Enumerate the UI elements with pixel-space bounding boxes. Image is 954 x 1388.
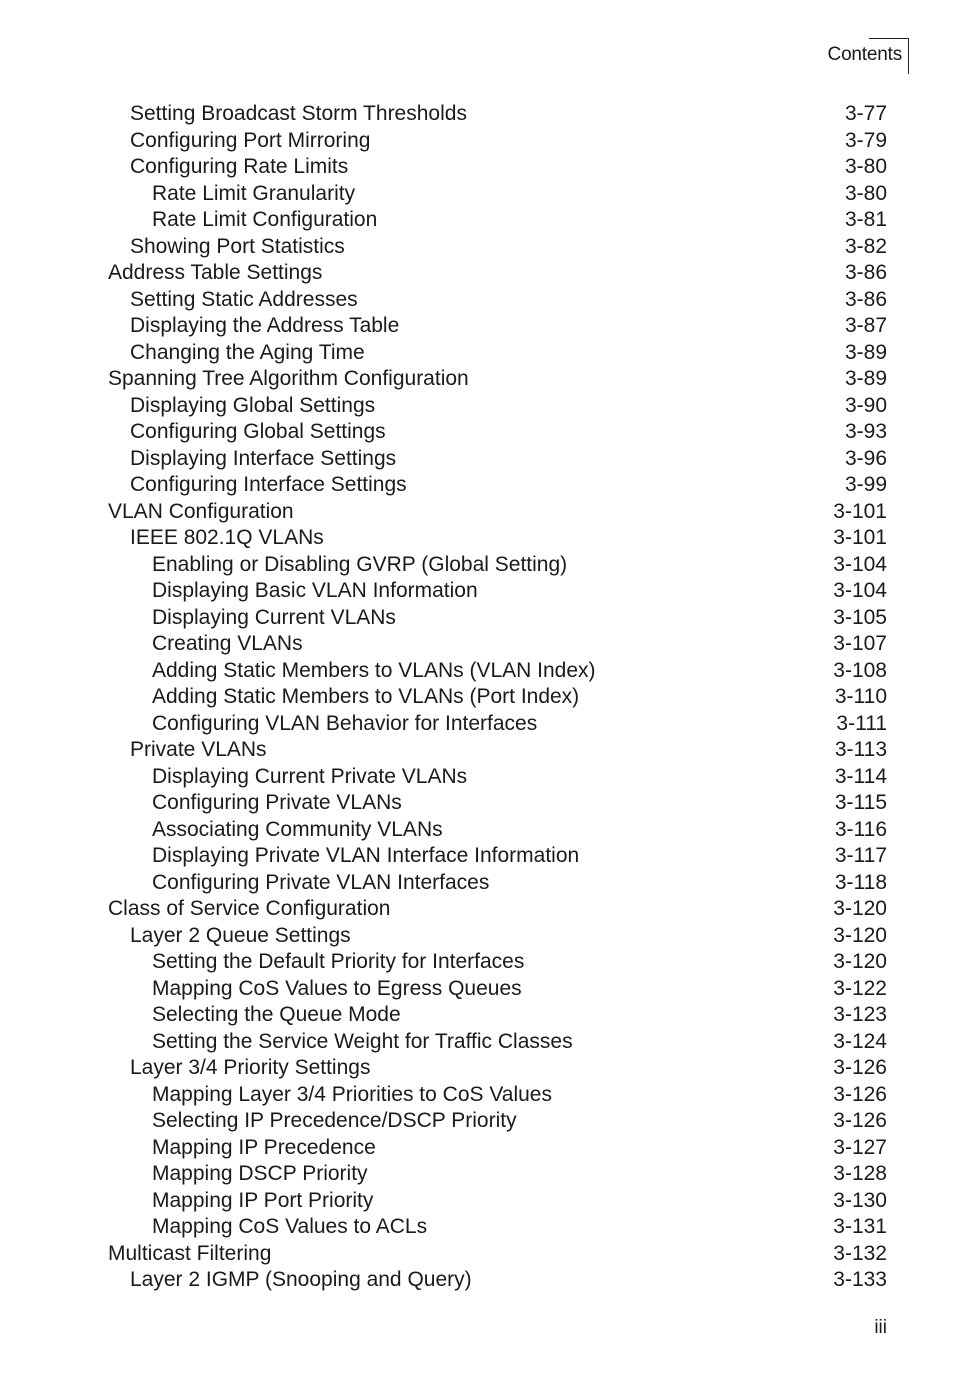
toc-entry-title: Displaying Private VLAN Interface Information	[152, 844, 580, 867]
toc-entry-page: 3-80	[844, 181, 887, 205]
toc-entry[interactable]	[108, 605, 887, 632]
toc-entry-page: 3-86	[844, 287, 887, 311]
toc-entry[interactable]	[108, 870, 887, 897]
toc-entry-page: 3-107	[833, 632, 887, 655]
toc-entry-page: 3-114	[834, 764, 887, 788]
toc-entry[interactable]	[108, 313, 887, 340]
toc-entry-title: Selecting the Queue Mode	[152, 1003, 401, 1026]
toc-entry[interactable]	[108, 1055, 887, 1082]
toc-entry-page: 3-105	[833, 605, 887, 629]
toc-entry-page: 3-80	[844, 155, 887, 178]
toc-entry-page: 3-118	[834, 870, 887, 894]
toc-entry-title: Layer 3/4 Priority Settings	[130, 1056, 371, 1079]
toc-entry-page: 3-126	[833, 1056, 887, 1079]
toc-entry[interactable]	[108, 393, 887, 420]
toc-entry-page: 3-126	[833, 1082, 887, 1106]
toc-entry-title: Displaying Basic VLAN Information	[152, 579, 478, 602]
toc-entry[interactable]	[108, 631, 887, 658]
toc-entry-page: 3-93	[844, 420, 887, 443]
toc-entry-page: 3-104	[833, 552, 887, 576]
toc-entry-page: 3-110	[834, 685, 887, 708]
toc-entry[interactable]	[108, 552, 887, 579]
toc-entry-page: 3-90	[844, 393, 887, 417]
toc-entry-title: Setting the Service Weight for Traffic Classes	[152, 1029, 573, 1053]
toc-entry-page: 3-113	[834, 738, 887, 761]
toc-entry-page: 3-116	[834, 817, 887, 841]
toc-entry-page: 3-99	[844, 473, 887, 496]
toc-entry-title: Displaying Current VLANs	[152, 605, 396, 629]
toc-entry[interactable]	[108, 711, 887, 738]
toc-entry-title: Configuring Private VLAN Interfaces	[152, 870, 490, 894]
toc-entry[interactable]	[108, 419, 887, 446]
toc-entry[interactable]	[108, 737, 887, 764]
toc-entry[interactable]	[108, 1214, 887, 1241]
toc-entry-title: Displaying Global Settings	[130, 393, 376, 417]
toc-entry-title: Mapping CoS Values to Egress Queues	[152, 976, 522, 1000]
toc-entry-page: 3-96	[844, 446, 887, 470]
toc-entry-title: Mapping DSCP Priority	[152, 1162, 368, 1185]
toc-entry[interactable]	[108, 260, 887, 287]
toc-entry-title: Address Table Settings	[108, 261, 323, 284]
toc-entry-title: VLAN Configuration	[108, 499, 294, 523]
toc-entry-title: Configuring VLAN Behavior for Interfaces	[152, 711, 538, 735]
toc-entry-page: 3-89	[844, 367, 887, 390]
toc-entry[interactable]	[108, 923, 887, 950]
toc-entry[interactable]	[108, 366, 887, 393]
toc-entry-page: 3-127	[833, 1135, 887, 1159]
toc-entry-title: Creating VLANs	[152, 632, 303, 655]
running-header	[828, 38, 909, 74]
toc-entry[interactable]	[108, 340, 887, 367]
toc-entry-page: 3-111	[836, 711, 887, 735]
toc-entry-page: 3-133	[833, 1268, 887, 1291]
toc-entry-title: Class of Service Configuration	[108, 897, 391, 920]
toc-entry-title: Rate Limit Configuration	[152, 208, 378, 231]
toc-entry-page: 3-131	[833, 1215, 887, 1238]
toc-entry-title: Showing Port Statistics	[130, 234, 345, 258]
toc-entry-page: 3-86	[844, 261, 887, 284]
toc-entry-title: Adding Static Members to VLANs (VLAN Index)	[152, 658, 596, 682]
toc-entry-page: 3-101	[833, 526, 887, 549]
toc-entry-title: Mapping CoS Values to ACLs	[152, 1215, 428, 1238]
toc-entry[interactable]	[108, 843, 887, 870]
toc-entry-title: Configuring Interface Settings	[130, 473, 407, 496]
toc-entry-title: Configuring Global Settings	[130, 420, 386, 443]
toc-entry-page: 3-123	[833, 1003, 887, 1026]
toc-entry-title: Configuring Rate Limits	[130, 155, 349, 178]
toc-entry-page: 3-77	[844, 102, 887, 125]
toc-entry[interactable]	[108, 764, 887, 791]
toc-entry-title: Setting Static Addresses	[130, 287, 358, 311]
toc-entry-page: 3-122	[833, 976, 887, 1000]
toc-entry-title: Mapping IP Port Priority	[152, 1188, 374, 1212]
toc-entry-title: Configuring Port Mirroring	[130, 128, 371, 152]
toc-entry-page: 3-120	[833, 923, 887, 947]
toc-entry[interactable]	[108, 1267, 887, 1294]
toc-entry[interactable]	[108, 817, 887, 844]
toc-entry[interactable]	[108, 472, 887, 499]
toc-entry-title: Multicast Filtering	[108, 1241, 272, 1265]
toc-entry[interactable]	[108, 976, 887, 1003]
toc-entry[interactable]	[108, 499, 887, 526]
toc-entry-title: Displaying Current Private VLANs	[152, 764, 468, 788]
toc-entry-title: Associating Community VLANs	[152, 817, 443, 841]
toc-entry-title: Changing the Aging Time	[130, 340, 365, 364]
toc-entry-title: Layer 2 IGMP (Snooping and Query)	[130, 1268, 472, 1291]
toc-entry-page: 3-132	[833, 1241, 887, 1265]
toc-entry-page: 3-115	[834, 791, 887, 814]
toc-entry-page: 3-87	[844, 314, 887, 337]
toc-entry-title: Setting the Default Priority for Interfaces	[152, 950, 525, 973]
toc-entry[interactable]	[108, 1029, 887, 1056]
toc-entry[interactable]	[108, 207, 887, 234]
toc-entry[interactable]	[108, 658, 887, 685]
toc-entry-title: IEEE 802.1Q VLANs	[130, 526, 324, 549]
toc-entry-title: Spanning Tree Algorithm Configuration	[108, 367, 469, 390]
toc-entry[interactable]	[108, 1082, 887, 1109]
toc-entry[interactable]	[108, 101, 887, 128]
toc-entry[interactable]	[108, 446, 887, 473]
toc-entry-title: Setting Broadcast Storm Thresholds	[130, 102, 467, 125]
toc-entry[interactable]	[108, 1135, 887, 1162]
toc-entry-title: Selecting IP Precedence/DSCP Priority	[152, 1109, 517, 1132]
toc-entry-page: 3-108	[833, 658, 887, 682]
toc-entry[interactable]	[108, 1002, 887, 1029]
toc-entry-title: Configuring Private VLANs	[152, 791, 402, 814]
toc-entry[interactable]	[108, 1188, 887, 1215]
toc-entry[interactable]	[108, 234, 887, 261]
toc-entry-page: 3-104	[833, 579, 887, 602]
toc-entry-title: Adding Static Members to VLANs (Port Index)	[152, 685, 580, 708]
toc-entry[interactable]	[108, 949, 887, 976]
toc-entry-page: 3-124	[833, 1029, 887, 1053]
toc-entry-title: Mapping IP Precedence	[152, 1135, 376, 1159]
toc-entry[interactable]	[108, 181, 887, 208]
header-label: Contents	[827, 44, 902, 65]
toc-entry[interactable]	[108, 790, 887, 817]
toc-entry-title: Mapping Layer 3/4 Priorities to CoS Values	[152, 1082, 552, 1106]
toc-entry-title: Layer 2 Queue Settings	[130, 923, 351, 947]
toc-entry-title: Displaying the Address Table	[130, 314, 400, 337]
toc-entry[interactable]	[108, 1161, 887, 1188]
toc-entry[interactable]	[108, 128, 887, 155]
toc-entry[interactable]	[108, 896, 887, 923]
toc-entry-title: Enabling or Disabling GVRP (Global Setting)	[152, 552, 568, 576]
toc-entry-page: 3-81	[844, 208, 887, 231]
toc-entry[interactable]	[108, 578, 887, 605]
toc-entry-title: Displaying Interface Settings	[130, 446, 397, 470]
toc-entry[interactable]	[108, 154, 887, 181]
toc-entry[interactable]	[108, 525, 887, 552]
toc-entry-page: 3-117	[834, 844, 887, 867]
toc-entry-page: 3-128	[833, 1162, 887, 1185]
toc-entry[interactable]	[108, 287, 887, 314]
page-number: iii	[874, 1317, 887, 1338]
table-of-contents	[108, 101, 887, 1294]
toc-entry[interactable]	[108, 684, 887, 711]
toc-entry-title: Rate Limit Granularity	[152, 181, 356, 205]
toc-entry-page: 3-120	[833, 950, 887, 973]
toc-entry-page: 3-101	[833, 499, 887, 523]
toc-entry[interactable]	[108, 1241, 887, 1268]
toc-entry-page: 3-120	[833, 897, 887, 920]
toc-entry-title: Private VLANs	[130, 738, 267, 761]
toc-entry-page: 3-82	[844, 234, 887, 258]
toc-entry-page: 3-79	[844, 128, 887, 152]
toc-entry-page: 3-130	[833, 1188, 887, 1212]
toc-entry[interactable]	[108, 1108, 887, 1135]
toc-entry-page: 3-89	[844, 340, 887, 364]
toc-entry-page: 3-126	[833, 1109, 887, 1132]
